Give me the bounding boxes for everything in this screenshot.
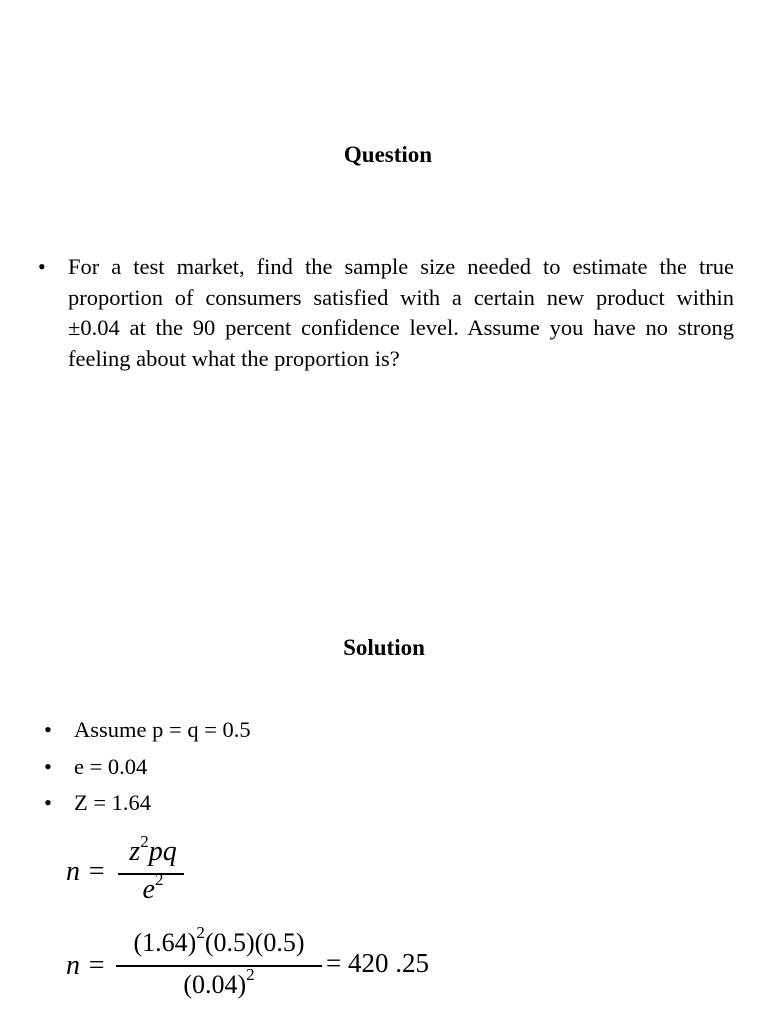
solution-heading: Solution [343,635,425,660]
fraction-bar [116,965,322,967]
formula-e-exponent: 2 [154,870,164,889]
calculation-numerator [114,923,324,958]
formula-pq: pq [148,836,177,867]
bullet-marker: • [44,753,52,779]
formula-e: e [142,874,155,905]
calculation-e-value: (0.04) [183,970,247,999]
formula-z: z [129,836,141,867]
sample-size-calculation [66,923,466,1016]
formula-z-exponent: 2 [140,832,149,851]
calculation-pq-values: (0.5)(0.5) [204,928,305,957]
question-heading: Question [343,142,433,167]
z-value-text: Z = 1.64 [74,790,152,815]
formula-numerator [118,832,188,868]
error-margin-text: e = 0.04 [74,753,148,779]
assumption-text: Assume p = q = 0.5 [74,717,251,742]
calculation-z-value: (1.64) [133,928,197,957]
bullet-marker: • [44,717,52,742]
calculation-z-exponent: 2 [196,923,205,942]
formula-denominator [118,870,188,906]
sample-size-formula [66,832,266,916]
bullet-marker: • [44,790,52,815]
bullet-marker: • [38,254,46,279]
calculation-denominator [114,965,324,1000]
formula-lhs: n = [66,856,106,887]
calculation-result: = 420 .25 [326,948,429,978]
calculation-lhs: n = [66,950,106,981]
question-text: For a test market, find the sample size needed to estimate the true proportion of consumers satisfied with a certain new product within ±0.04 at the 90 percent confidence level. Assume you have no strong feeling about what the proportion is? [68,254,734,371]
calculation-e-exponent: 2 [246,965,255,984]
